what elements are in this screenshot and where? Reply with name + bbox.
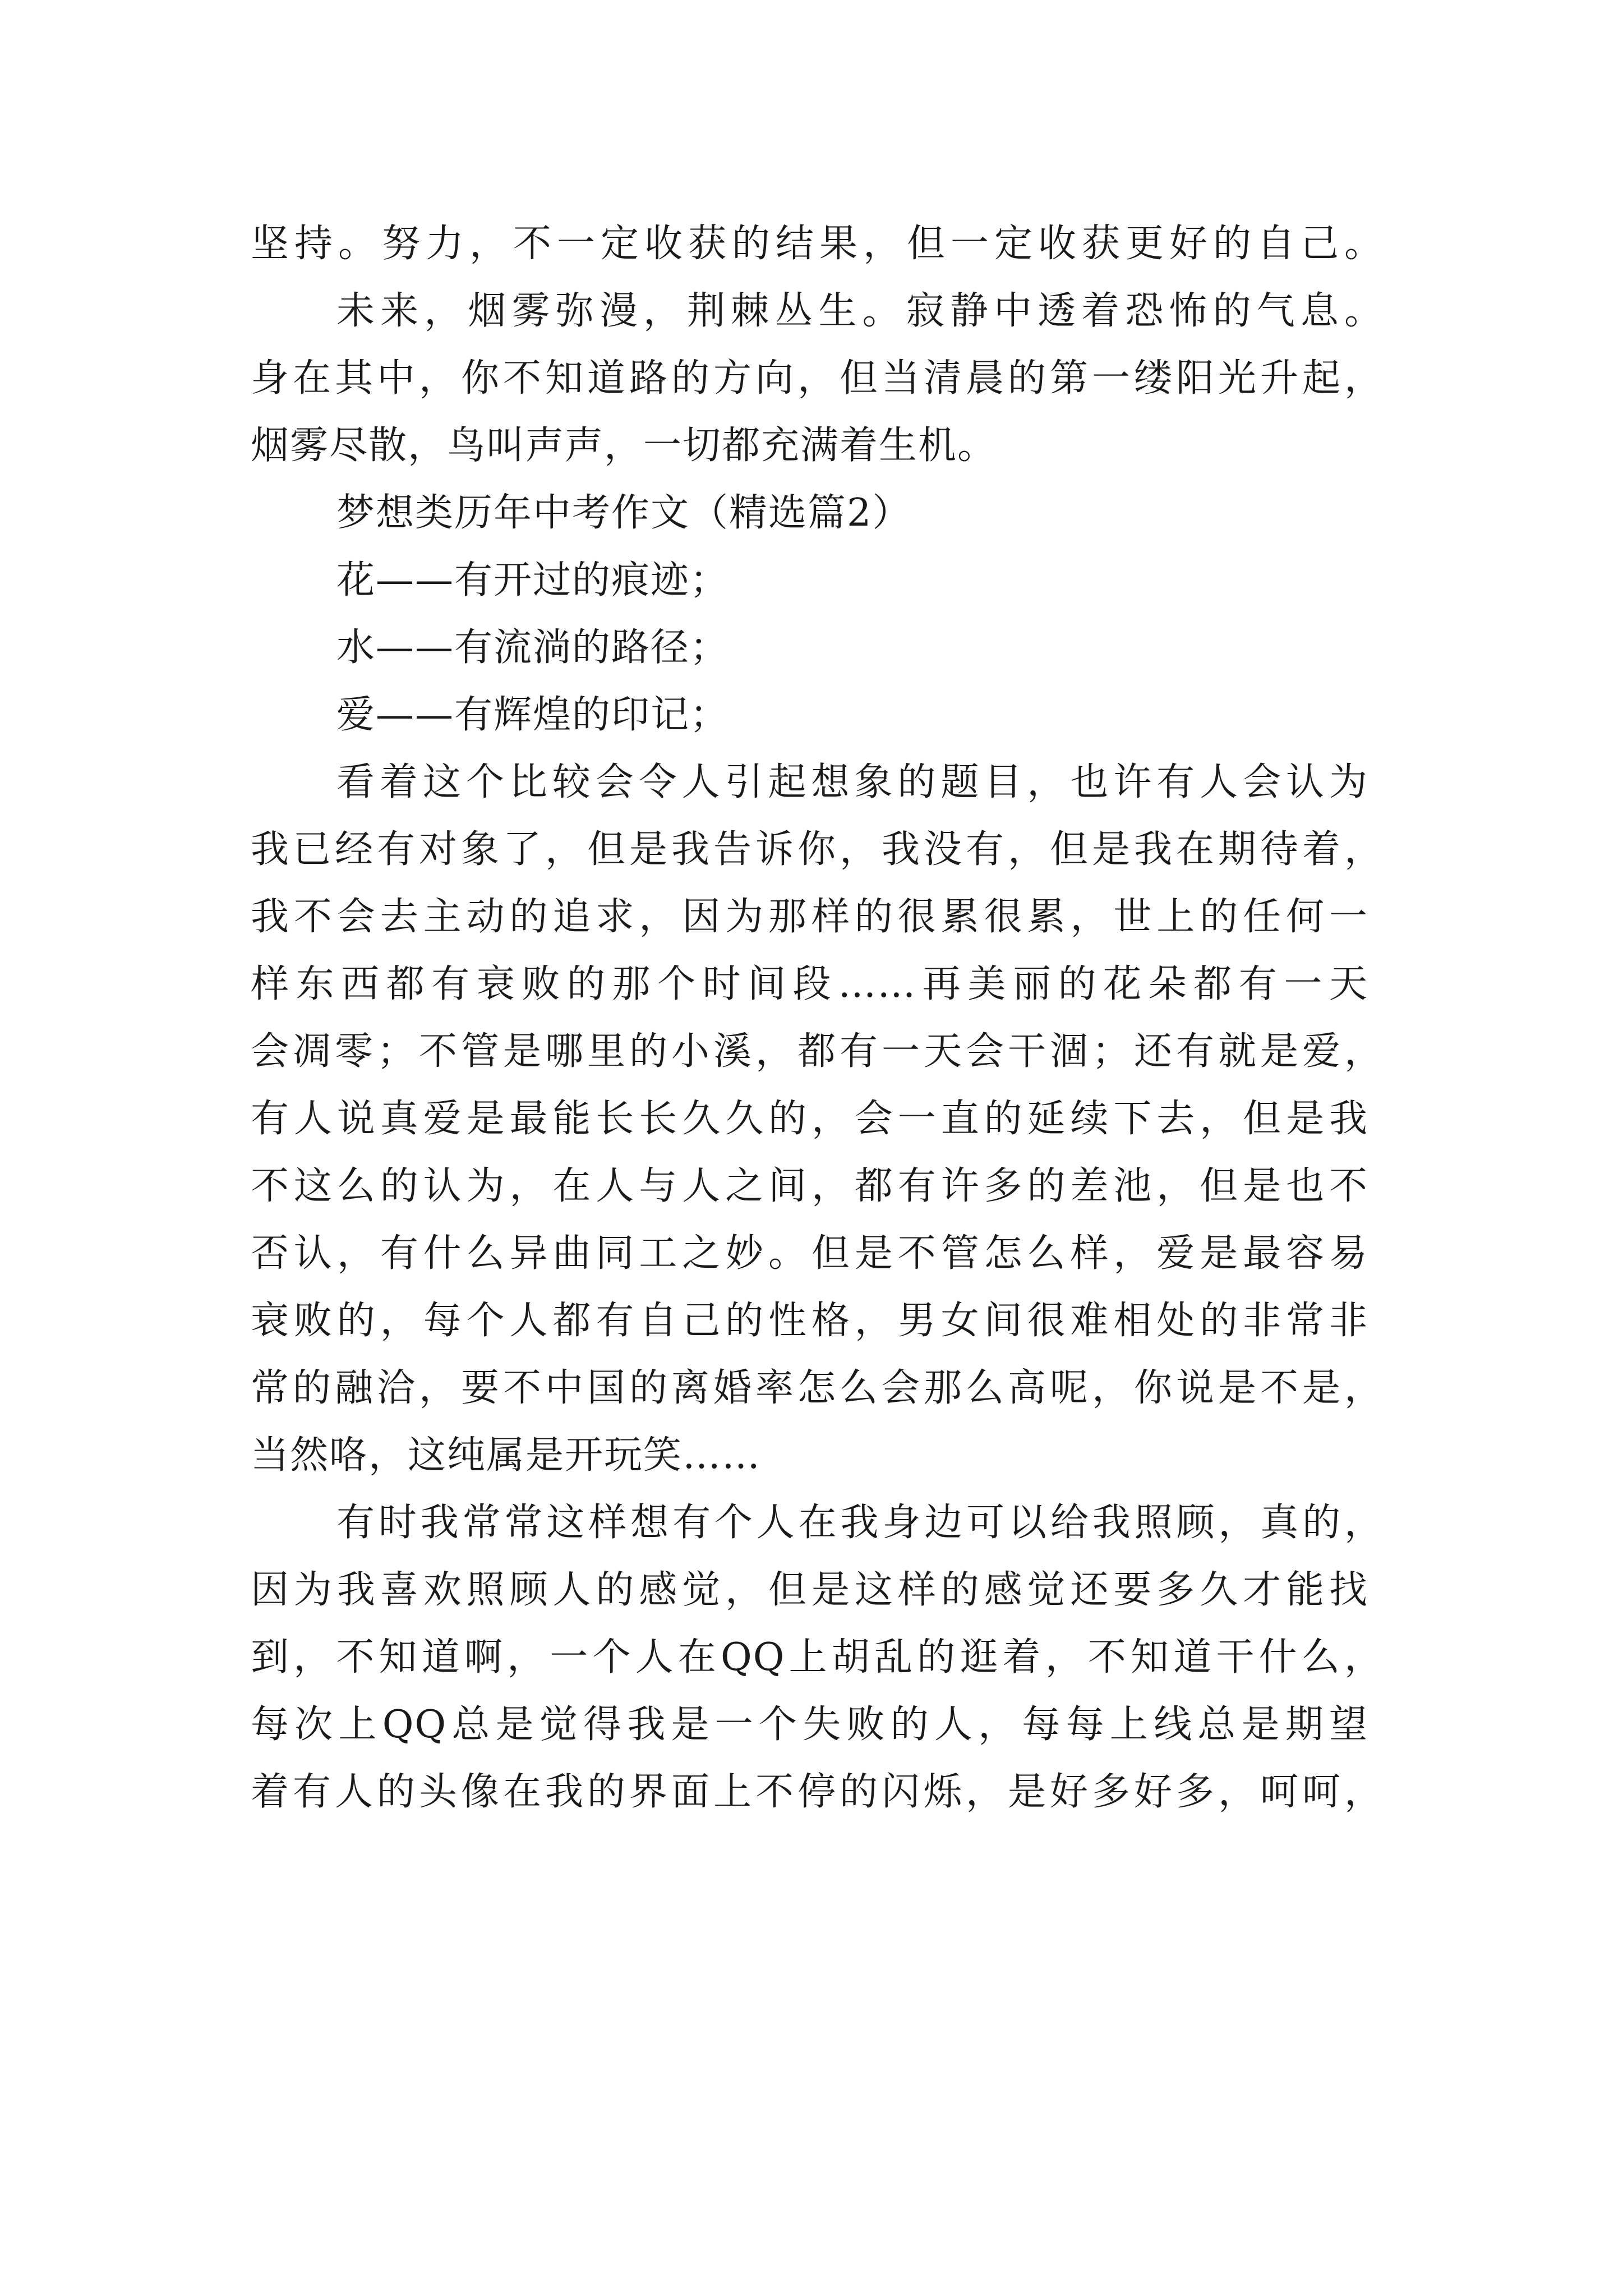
verse-line: 花——有开过的痕迹； bbox=[336, 558, 730, 602]
paragraph-line: 样东西都有衰败的那个时间段……再美丽的花朵都有一天 bbox=[251, 962, 1368, 1006]
section-title: 梦想类历年中考作文（精选篇2） bbox=[336, 491, 912, 535]
paragraph-line: 看着这个比较会令人引起想象的题目，也许有人会认为 bbox=[336, 760, 1368, 804]
paragraph-line: 会凋零；不管是哪里的小溪，都有一天会干涸；还有就是爱， bbox=[251, 1029, 1384, 1074]
paragraph-line: 有人说真爱是最能长长久久的，会一直的延续下去，但是我 bbox=[251, 1097, 1368, 1141]
paragraph-line: 我不会去主动的追求，因为那样的很累很累，世上的任何一 bbox=[251, 895, 1368, 939]
paragraph-line: 着有人的头像在我的界面上不停的闪烁，是好多好多，呵呵， bbox=[251, 1770, 1384, 1814]
paragraph-line: 不这么的认为，在人与人之间，都有许多的差池，但是也不 bbox=[251, 1164, 1368, 1208]
paragraph-line: 我已经有对象了，但是我告诉你，我没有，但是我在期待着， bbox=[251, 827, 1384, 872]
paragraph-line: 当然咯，这纯属是开玩笑…… bbox=[251, 1433, 762, 1478]
verse-line: 爱——有辉煌的印记； bbox=[336, 693, 730, 737]
verse-line: 水——有流淌的路径； bbox=[336, 625, 730, 670]
paragraph-line: 否认，有什么异曲同工之妙。但是不管怎么样，爱是最容易 bbox=[251, 1231, 1368, 1276]
paragraph-line: 每次上QQ总是觉得我是一个失败的人，每每上线总是期望 bbox=[251, 1703, 1368, 1747]
paragraph-line: 未来，烟雾弥漫，荆棘丛生。寂静中透着恐怖的气息。 bbox=[336, 289, 1384, 333]
paragraph-line: 常的融洽，要不中国的离婚率怎么会那么高呢，你说是不是， bbox=[251, 1366, 1384, 1410]
paragraph-line: 到，不知道啊，一个人在QQ上胡乱的逛着，不知道干什么， bbox=[251, 1635, 1384, 1680]
paragraph-line: 坚持。努力，不一定收获的结果，但一定收获更好的自己。 bbox=[251, 222, 1384, 266]
paragraph-line: 烟雾尽散，鸟叫声声，一切都充满着生机。 bbox=[251, 424, 997, 468]
paragraph-line: 有时我常常这样想有个人在我身边可以给我照顾，真的， bbox=[336, 1501, 1384, 1545]
paragraph-line: 因为我喜欢照顾人的感觉，但是这样的感觉还要多久才能找 bbox=[251, 1568, 1368, 1612]
paragraph-line: 衰败的，每个人都有自己的性格，男女间很难相处的非常非 bbox=[251, 1299, 1368, 1343]
paragraph-line: 身在其中，你不知道路的方向，但当清晨的第一缕阳光升起， bbox=[251, 356, 1384, 401]
